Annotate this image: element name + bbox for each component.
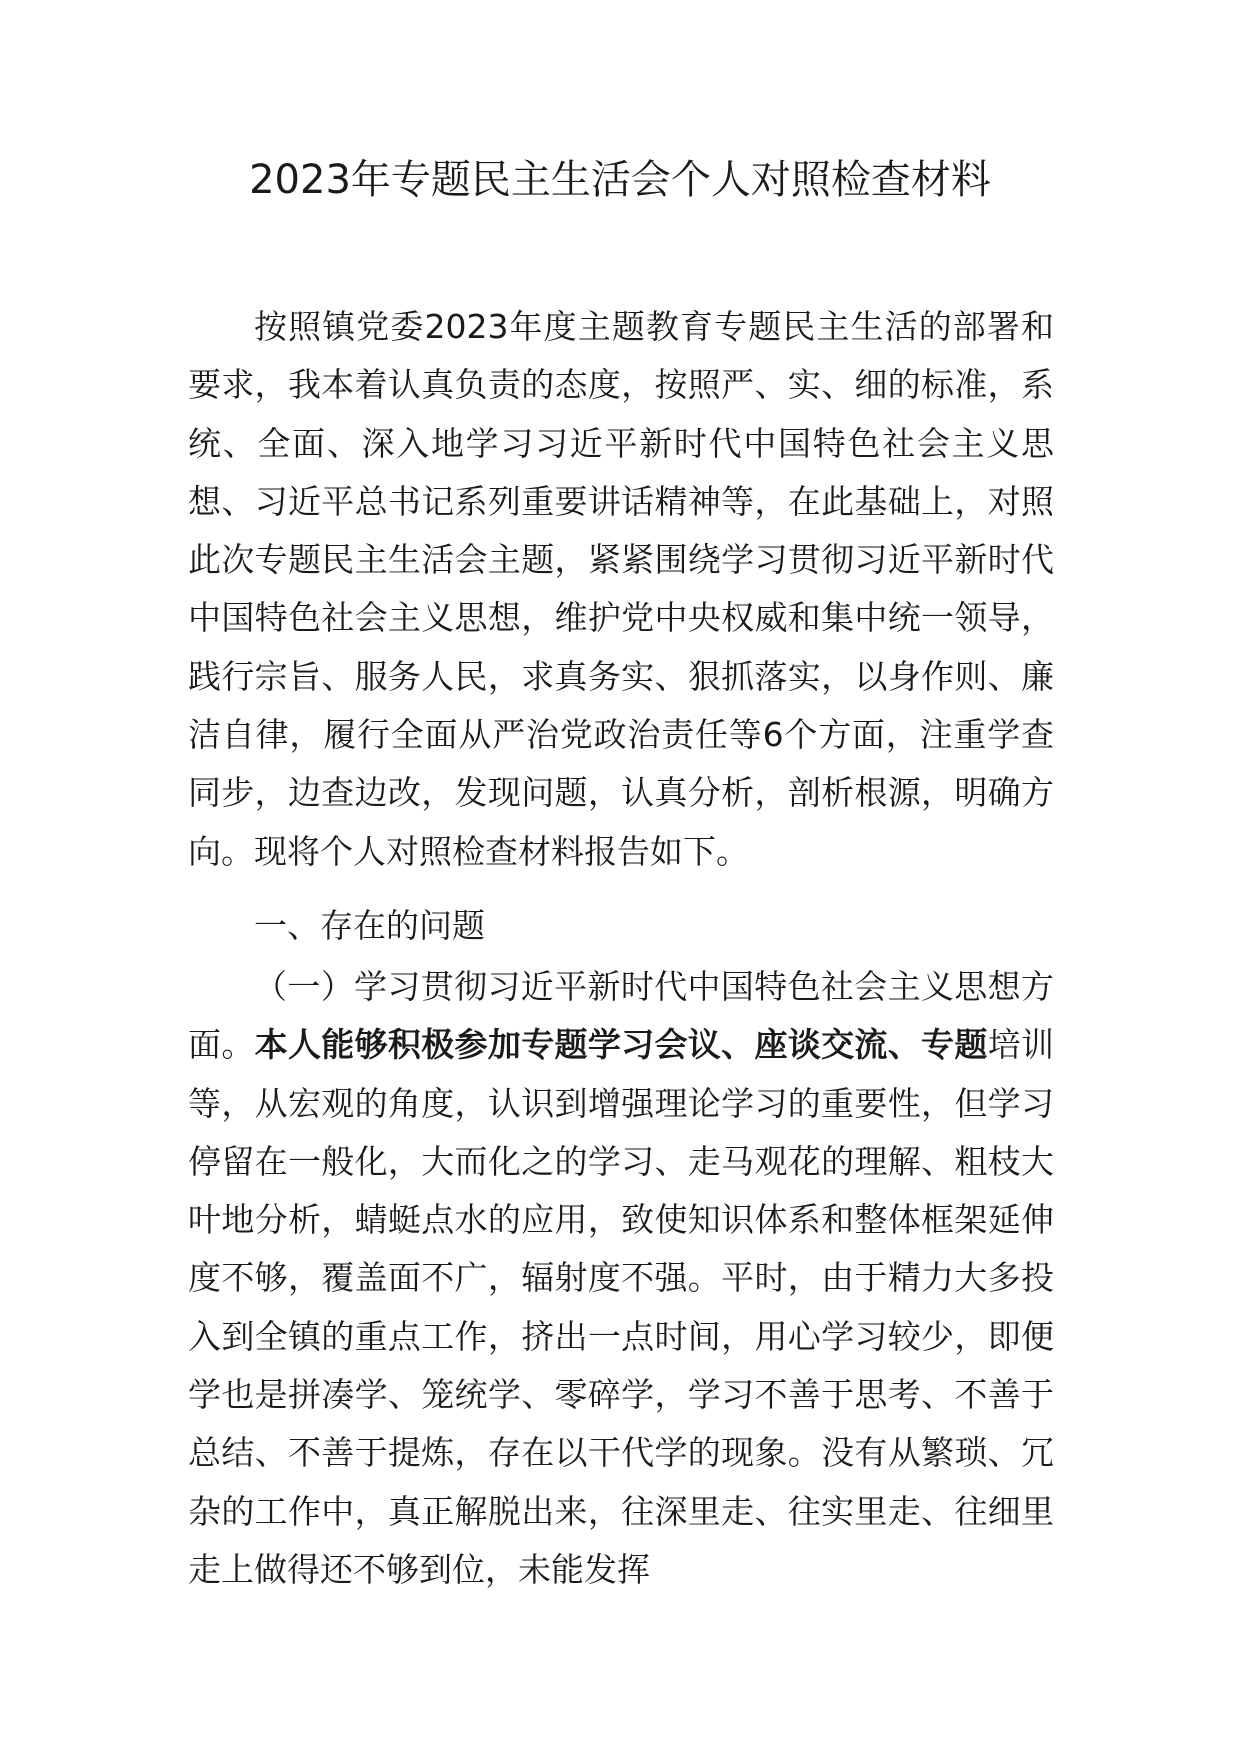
document-title: 2023年专题民主生活会个人对照检查材料 [249,157,991,203]
subsection-lead-sentence: 本人能够积极参加专题学习会议、座谈交流、专题 [254,1025,988,1065]
section-heading-problems: 一、存在的问题 [254,906,485,945]
subsection-paragraph-study [188,958,1054,1599]
subsection-body-text: 培训等，从宏观的角度，认识到增强理论学习的重要性，但学习停留在一般化，大而化之的学习、走马观花的理解、粗枝大叶地分析，蜻蜓点水的应用，致使知识体系和整体框架延伸度不够，覆盖面不广，辐射度不强。平时，由于精力大多投入到全镇的重点工作，挤出一点时间，用心学习较少，即便学也是拼凑学、笼统学、零碎学，学习不善于思考、不善于总结、不善于提炼，存在以干代学的现象。没有从繁琐、冗杂的工作中，真正解脱出来，往深里走、往实里走、往细里走上做得还不够到位，未能发挥 [188,1025,1055,1589]
intro-paragraph: 按照镇党委2023年度主题教育专题民主生活的部署和要求，我本着认真负责的态度，按照严、实、细的标准，系统、全面、深入地学习习近平新时代中国特色社会主义思想、习近平总书记系列重要讲话精神等，在此基础上，对照此次专题民主生活会主题，紧紧围绕学习贯彻习近平新时代中国特色社会主义思想，维护党中央权威和集中统一领导，践行宗旨、服务人民，求真务实、狠抓落实，以身作则、廉洁自律，履行全面从严治党政治责任等6个方面，注重学查同步，边查边改，发现问题，认真分析，剖析根源，明确方向。现将个人对照检查材料报告如下。 [188,307,1054,871]
subsection-heading: （一）学习贯彻习近平新时代中国特色社会主义思想方面。 [188,967,1054,1065]
